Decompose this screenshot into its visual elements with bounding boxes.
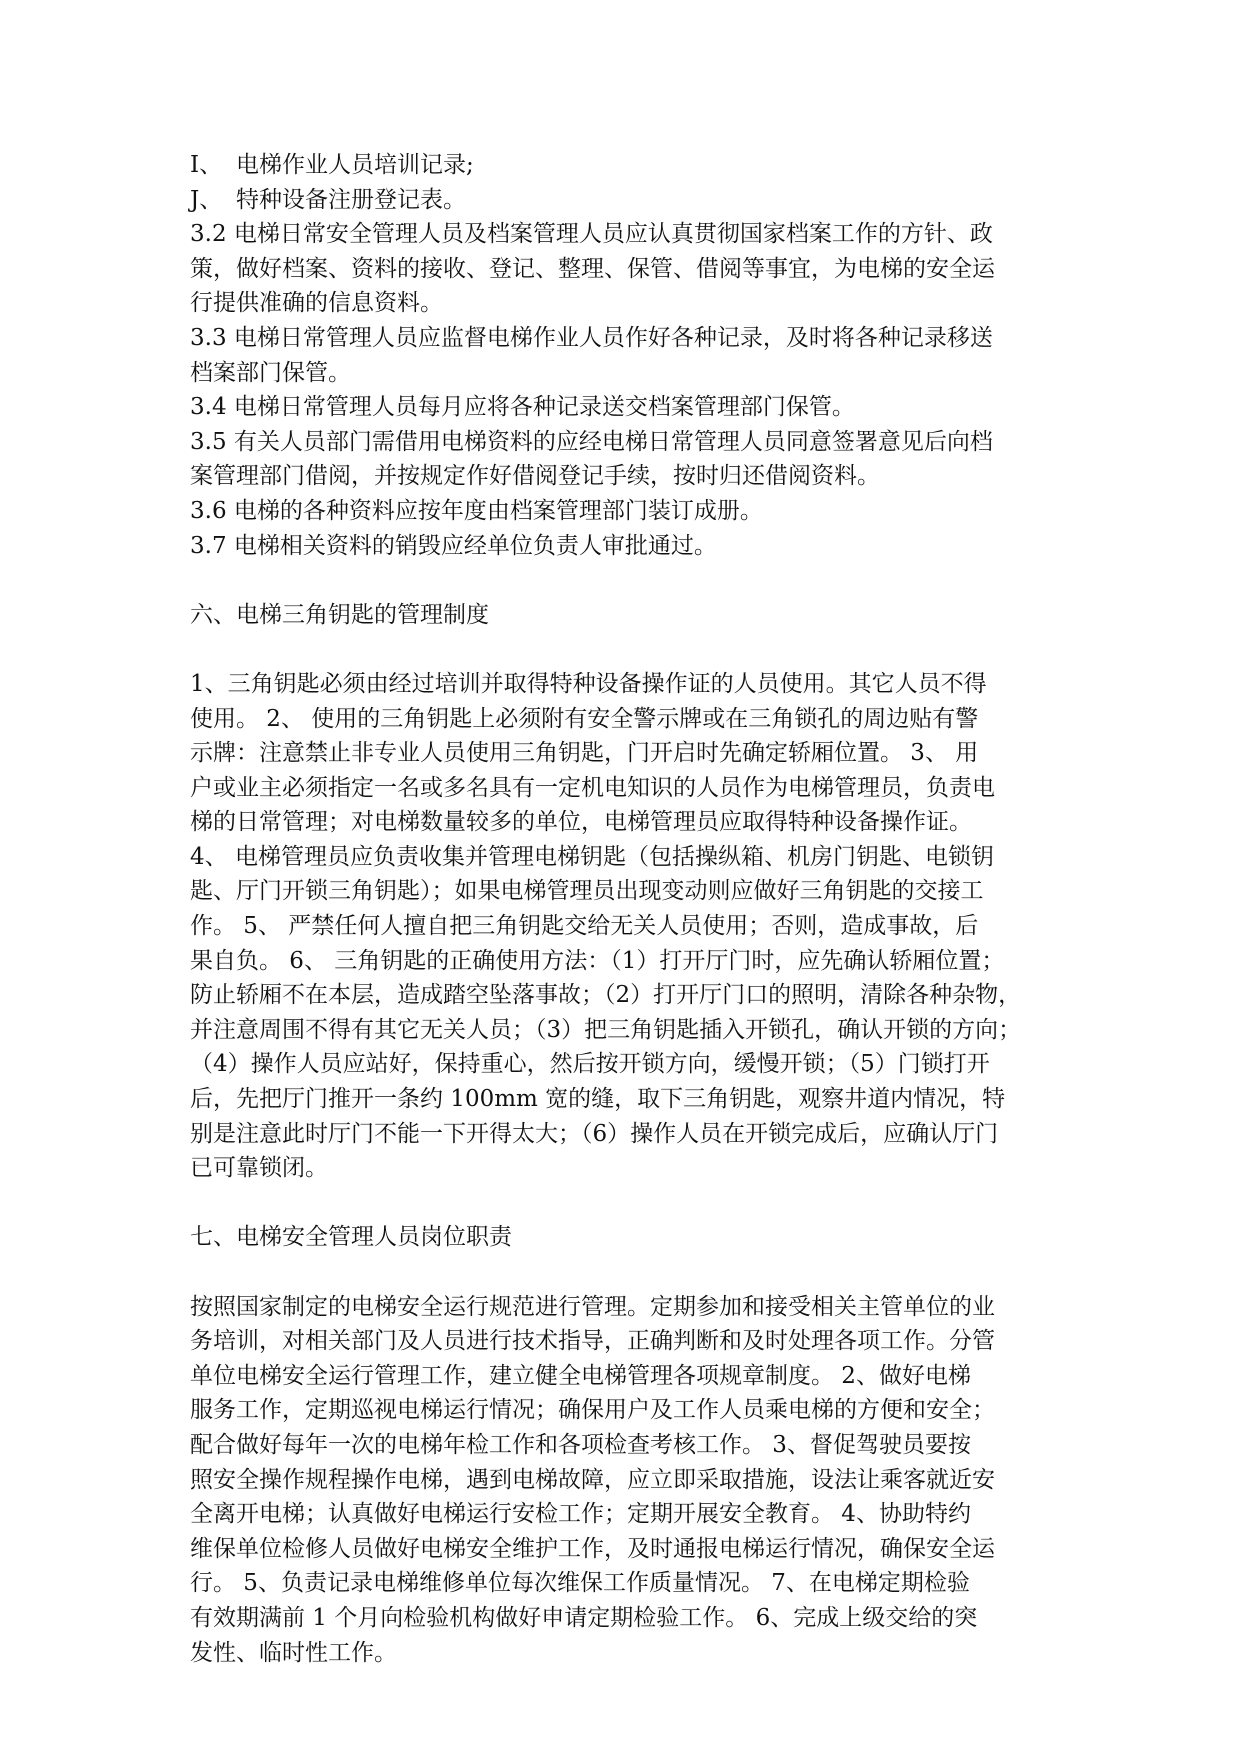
text-line: 3.6 电梯的各种资料应按年度由档案管理部门装订成册。 (190, 497, 763, 524)
text-line: 按照国家制定的电梯安全运行规范进行管理。定期参加和接受相关主管单位的业 (190, 1293, 995, 1320)
blank-line (190, 563, 1070, 598)
text-line: 档案部门保管。 (190, 359, 351, 386)
text-line: 防止轿厢不在本层，造成踏空坠落事故；（2）打开厅门口的照明，清除各种杂物， (190, 982, 1022, 1009)
blank-line (190, 632, 1070, 667)
text-line: 1、三角钥匙必须由经过培训并取得特种设备操作证的人员使用。其它人员不得 (190, 670, 987, 697)
text-line: 服务工作，定期巡视电梯运行情况；确保用户及工作人员乘电梯的方便和安全； (190, 1397, 995, 1424)
text-line: 全离开电梯；认真做好电梯运行安检工作；定期开展安全教育。 4、协助特约 (190, 1501, 971, 1528)
text-line: 3.2 电梯日常安全管理人员及档案管理人员应认真贯彻国家档案工作的方针、政 (190, 221, 993, 248)
text-line: 后，先把厅门推开一条约 100mm 宽的缝，取下三角钥匙，观察井道内情况，特 (190, 1086, 1006, 1113)
text-line: 案管理部门借阅，并按规定作好借阅登记手续，按时归还借阅资料。 (190, 463, 880, 490)
text-line: 3.3 电梯日常管理人员应监督电梯作业人员作好各种记录，及时将各种记录移送 (190, 324, 993, 351)
text-line: 行。 5、负责记录电梯维修单位每次维保工作质量情况。 7、在电梯定期检验 (190, 1570, 970, 1597)
text-line: 维保单位检修人员做好电梯安全维护工作，及时通报电梯运行情况，确保安全运 (190, 1535, 995, 1562)
list-item (190, 148, 1070, 183)
text-line: 3.5 有关人员部门需借用电梯资料的应经电梯日常管理人员同意签署意见后向档 (190, 428, 993, 455)
list-item-text: 电梯作业人员培训记录; (236, 152, 474, 178)
text-line: 行提供准确的信息资料。 (190, 290, 443, 317)
text-line: 梯的日常管理；对电梯数量较多的单位，电梯管理员应取得特种设备操作证。 (190, 809, 972, 836)
list-marker: I、 (190, 152, 223, 178)
section-six-body (190, 667, 1070, 1186)
blank-line (190, 1186, 1070, 1221)
text-line: 照安全操作规程操作电梯，遇到电梯故障，应立即采取措施，设法让乘客就近安 (190, 1466, 995, 1493)
text-line: 有效期满前 1 个月向检验机构做好申请定期检验工作。 6、完成上级交给的突 (190, 1604, 978, 1631)
text-line: 策，做好档案、资料的接收、登记、整理、保管、借阅等事宜，为电梯的安全运 (190, 255, 995, 282)
section-heading-six: 六、电梯三角钥匙的管理制度 (190, 601, 489, 628)
text-line: 作。 5、 严禁任何人擅自把三角钥匙交给无关人员使用；否则，造成事故，后 (190, 913, 979, 940)
text-line: 示牌：注意禁止非专业人员使用三角钥匙，门开启时先确定轿厢位置。 3、 用 (190, 740, 979, 767)
text-line: 发性、临时性工作。 (190, 1639, 397, 1666)
text-line: 使用。 2、 使用的三角钥匙上必须附有安全警示牌或在三角锁孔的周边贴有警 (190, 705, 979, 732)
list-marker: J、 (190, 186, 223, 213)
text-line: （4）操作人员应站好，保持重心，然后按开锁方向，缓慢开锁；（5）门锁打开 (190, 1051, 990, 1078)
text-line: 别是注意此时厅门不能一下开得太大；（6）操作人员在开锁完成后，应确认厅门 (190, 1120, 999, 1147)
archive-clauses (190, 217, 1070, 563)
section-seven-body (190, 1290, 1070, 1671)
section-heading-seven: 七、电梯安全管理人员岗位职责 (190, 1224, 512, 1251)
text-line: 配合做好每年一次的电梯年检工作和各项检查考核工作。 3、督促驾驶员要按 (190, 1431, 971, 1458)
text-line: 3.7 电梯相关资料的销毁应经单位负责人审批通过。 (190, 532, 717, 559)
list-item (190, 183, 1070, 218)
text-line: 务培训，对相关部门及人员进行技术指导，正确判断和及时处理各项工作。分管 (190, 1328, 995, 1355)
text-line: 户或业主必须指定一名或多名具有一定机电知识的人员作为电梯管理员，负责电 (190, 774, 995, 801)
list-item-text: 特种设备注册登记表。 (236, 186, 466, 213)
text-line: 匙、厅门开锁三角钥匙）；如果电梯管理员出现变动则应做好三角钥匙的交接工 (190, 878, 984, 905)
document-page (190, 148, 1070, 1670)
text-line: 并注意周围不得有其它无关人员；（3）把三角钥匙插入开锁孔，确认开锁的方向； (190, 1016, 1022, 1043)
text-line: 4、 电梯管理员应负责收集并管理电梯钥匙（包括操纵箱、机房门钥匙、电锁钥 (190, 843, 994, 870)
text-line: 果自负。 6、 三角钥匙的正确使用方法：（1）打开厅门时，应先确认轿厢位置； (190, 947, 1005, 974)
text-line: 已可靠锁闭。 (190, 1155, 328, 1182)
text-line: 单位电梯安全运行管理工作，建立健全电梯管理各项规章制度。 2、做好电梯 (190, 1362, 971, 1389)
blank-line (190, 1255, 1070, 1290)
text-line: 3.4 电梯日常管理人员每月应将各种记录送交档案管理部门保管。 (190, 394, 855, 421)
